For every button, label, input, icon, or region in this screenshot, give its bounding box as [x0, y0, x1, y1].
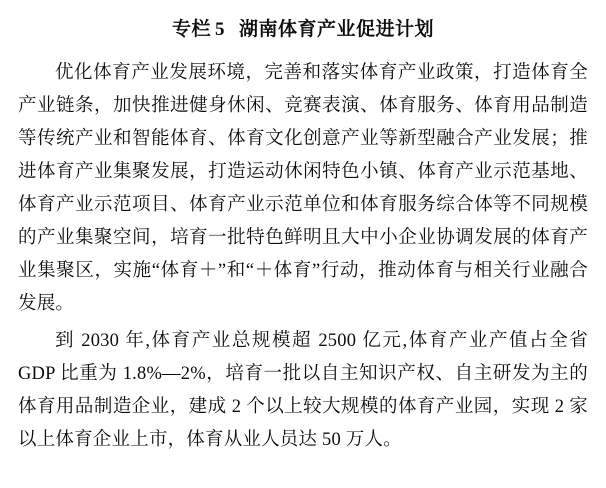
- paragraph: 到 2030 年,体育产业总规模超 2500 亿元,体育产业产值占全省 GDP 比重为 1.8%—2%，培育一批以自主知识产权、自主研发为主的体育用品制造企业，建成 2 个以上较大规模的体育产业园，实现 2 家以上体育企业上市，体育从业人员达 50 万人。: [18, 330, 588, 450]
- page-title: [18, 18, 588, 43]
- paragraph: 优化体育产业发展环境，完善和落实体育产业政策，打造体育全产业链条，加快推进健身休闲、竞赛表演、体育服务、体育用品制造等传统产业和智能体育、体育文化创意产业等新型融合产业发展；推进体育产业集聚发展，打造运动休闲特色小镇、体育产业示范基地、体育产业示范项目、体育产业示范单位和体育服务综合体等不同规模的产业集聚空间，培育一批特色鲜明且大中小企业协调发展的体育产业集聚区，实施“体育＋”和“＋体育”行动，推动体育与相关行业融合发展。: [18, 62, 588, 314]
- page-title-label: 专栏: [171, 19, 211, 40]
- page-title-number: 5: [215, 19, 225, 40]
- body-text: [18, 57, 588, 457]
- page-title-name: 湖南体育产业促进计划: [239, 19, 435, 40]
